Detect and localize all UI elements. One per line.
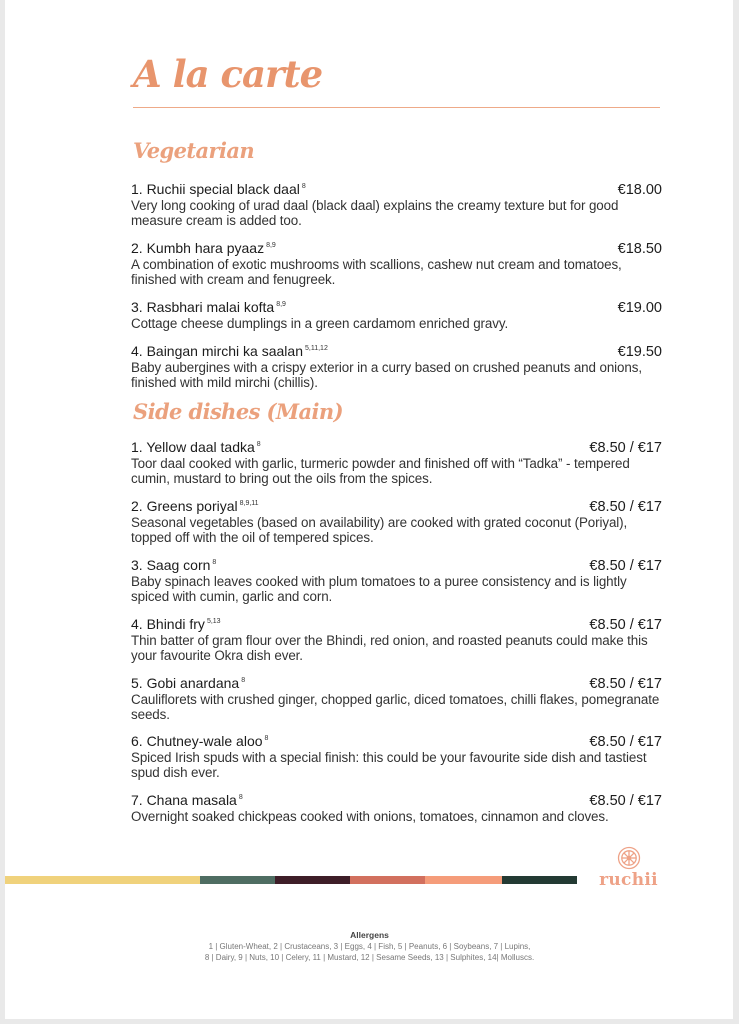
menu-item: [131, 341, 662, 390]
allergen-codes: 8: [241, 677, 246, 684]
decorative-color-stripe: [0, 876, 577, 884]
item-name: 2. Kumbh hara pyaaz $^{8,9}$: [131, 240, 276, 256]
item-name: 7. Chana masala $^8$: [131, 792, 243, 808]
allergen-codes: 8,9: [276, 301, 286, 308]
item-price: €8.50 / €17: [589, 734, 662, 750]
stripe-segment-salmon: [425, 876, 502, 884]
item-description: Very long cooking of urad daal (black daal) explains the creamy texture but for good measure cream is added too.: [131, 198, 619, 228]
menu-item: [131, 437, 662, 486]
item-description: A combination of exotic mushrooms with scallions, cashew nut cream and tomatoes, finished with cream and fenugreek.: [131, 257, 622, 287]
allergen-codes: 8: [238, 794, 243, 801]
item-name: 4. Baingan mirchi ka saalan $^{5,11,12}$: [131, 343, 328, 359]
item-price: €18.00: [617, 182, 662, 198]
logo-wordmark: ruchii: [599, 870, 658, 890]
item-price: €8.50 / €17: [589, 793, 662, 809]
stripe-segment-dark-green: [502, 876, 577, 884]
item-price: €18.50: [617, 241, 662, 257]
menu-item: [131, 555, 662, 604]
item-description: Baby aubergines with a crispy exterior in a curry based on crushed peanuts and onions, finished with mild mirchi (chillis).: [131, 360, 642, 390]
menu-item: [131, 179, 662, 228]
item-name: 1. Yellow daal tadka $^8$: [131, 439, 261, 455]
allergen-codes: 8: [212, 559, 217, 566]
allergen-codes: 8,9: [266, 242, 276, 249]
item-price: €8.50 / €17: [589, 617, 662, 633]
item-description: Seasonal vegetables (based on availability) are cooked with grated coconut (Poriyal), topped off with the oil of tempered spices.: [131, 515, 628, 545]
item-name: 2. Greens poriyal $^{8,9,11}$: [131, 498, 259, 514]
stripe-segment-yellow: [5, 876, 200, 884]
item-name: 6. Chutney-wale aloo $^8$: [131, 733, 269, 749]
allergens-title: Allergens: [350, 930, 389, 940]
item-price: €8.50 / €17: [589, 558, 662, 574]
item-description: Spiced Irish spuds with a special finish: this could be your favourite side dish and tastiest spud dish ever.: [131, 750, 647, 780]
item-name: 1. Ruchii special black daal $^8$: [131, 181, 306, 197]
title-divider: [133, 107, 660, 108]
allergen-codes: 8,9,11: [239, 500, 259, 507]
allergen-codes: 8: [264, 735, 269, 742]
item-description: Cauliflorets with crushed ginger, chopped garlic, diced tomatoes, chilli flakes, pomegranate seeds.: [131, 692, 660, 722]
item-price: €8.50 / €17: [589, 499, 662, 515]
allergens-legend: [0, 930, 739, 963]
item-description: Thin batter of gram flour over the Bhindi, red onion, and roasted peanuts could make this your favourite Okra dish ever.: [131, 633, 648, 663]
page-title: A la carte: [133, 52, 323, 96]
item-description: Overnight soaked chickpeas cooked with onions, tomatoes, cinnamon and cloves.: [131, 809, 609, 824]
menu-item: [131, 790, 662, 824]
item-price: €19.50: [617, 344, 662, 360]
section-heading-side-dishes: Side dishes (Main): [133, 399, 343, 424]
ruchii-logo: [591, 846, 666, 889]
allergens-line-2: 8 | Dairy, 9 | Nuts, 10 | Celery, 11 | Mustard, 12 | Sesame Seeds, 13 | Sulphites, 14| Molluscs.: [204, 953, 535, 962]
item-name: 3. Rasbhari malai kofta $^{8,9}$: [131, 299, 286, 315]
allergen-codes: 5,11,12: [305, 345, 328, 352]
section-heading-vegetarian: Vegetarian: [133, 138, 254, 163]
item-price: €8.50 / €17: [589, 676, 662, 692]
item-price: €19.00: [617, 300, 662, 316]
menu-item: [131, 673, 662, 722]
stripe-segment-terracotta: [350, 876, 425, 884]
menu-item: [131, 238, 662, 287]
allergen-codes: 8: [301, 183, 306, 190]
stripe-segment-green: [200, 876, 275, 884]
item-name: 3. Saag corn $^8$: [131, 557, 217, 573]
item-description: Baby spinach leaves cooked with plum tomatoes to a puree consistency and is lightly spiced with cumin, garlic and corn.: [131, 574, 627, 604]
item-description: Toor daal cooked with garlic, turmeric powder and finished off with “Tadka” - tempered cumin, mustard to bring out the oils from the spices.: [131, 456, 630, 486]
allergens-line-1: 1 | Gluten-Wheat, 2 | Crustaceans, 3 | Eggs, 4 | Fish, 5 | Peanuts, 6 | Soybeans, 7 | Lupins,: [208, 942, 531, 951]
item-name: 4. Bhindi fry $^{5,13}$: [131, 616, 221, 632]
item-description: Cottage cheese dumplings in a green cardamom enriched gravy.: [131, 316, 509, 331]
wheel-icon: [617, 846, 641, 870]
item-price: €8.50 / €17: [589, 440, 662, 456]
allergen-codes: 8: [256, 441, 261, 448]
menu-item: [131, 496, 662, 545]
menu-item: [131, 297, 662, 331]
menu-item: [131, 614, 662, 663]
item-name: 5. Gobi anardana $^8$: [131, 675, 246, 691]
menu-item: [131, 731, 662, 780]
allergen-codes: 5,13: [206, 618, 221, 625]
stripe-segment-plum: [275, 876, 350, 884]
